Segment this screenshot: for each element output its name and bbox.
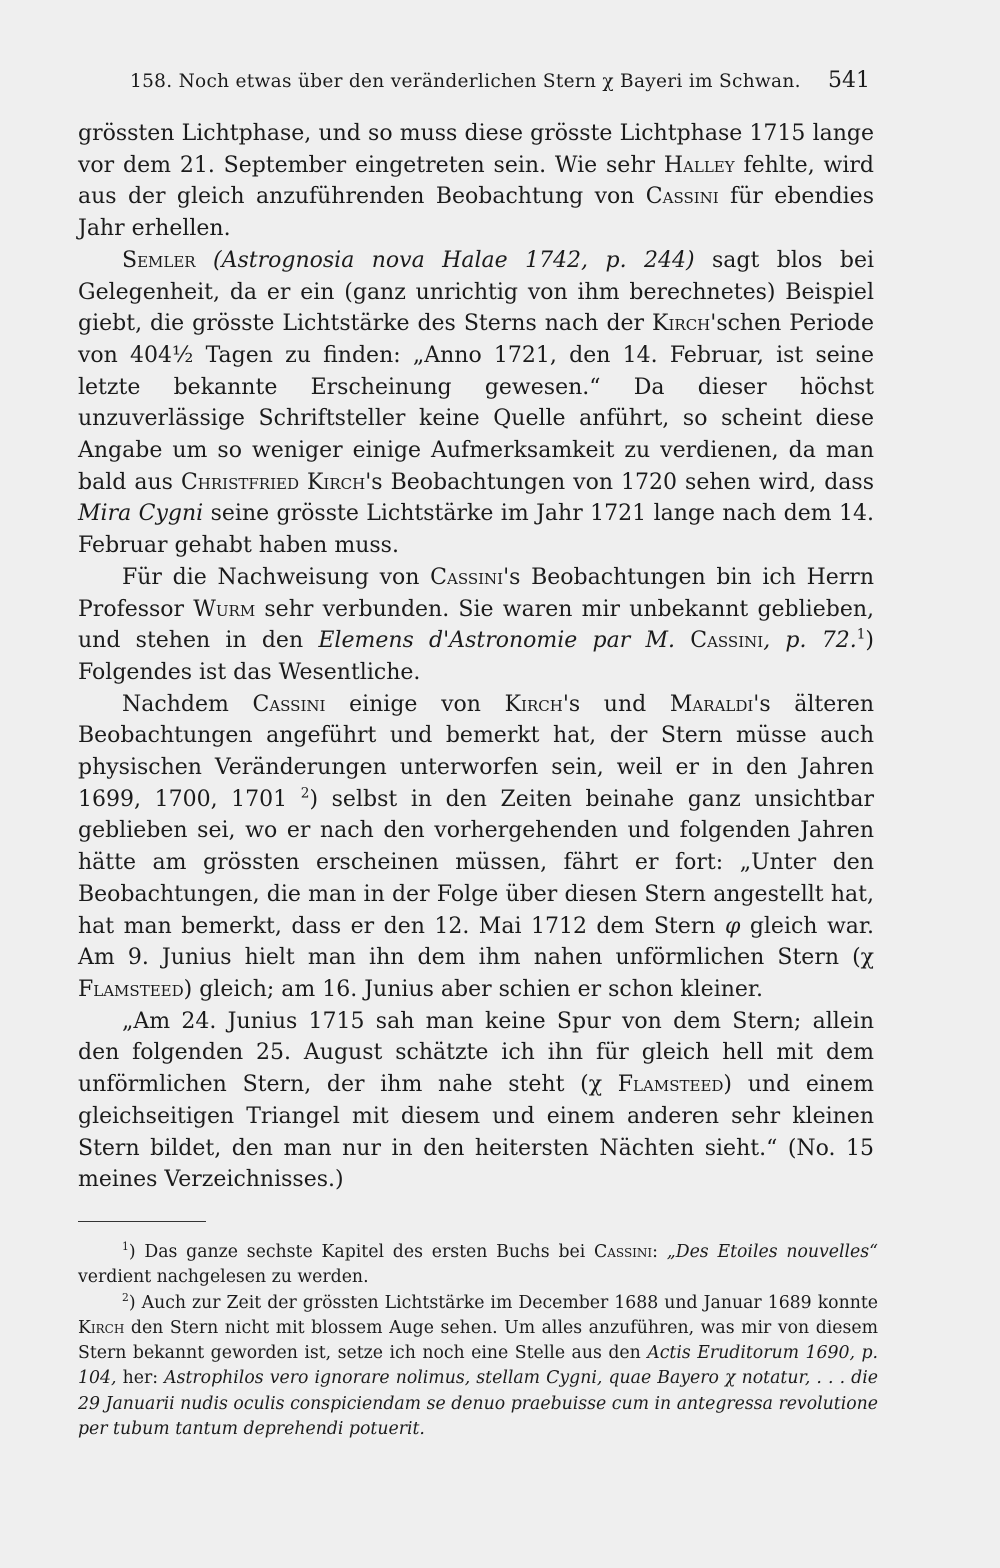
text: Nachdem bbox=[122, 691, 253, 717]
book-title: Elemens d'Astronomie par M. bbox=[318, 628, 676, 654]
name-kirch: Kirch bbox=[504, 691, 563, 717]
paragraph-1 bbox=[78, 118, 874, 245]
running-head: 158. Noch etwas über den veränderlichen Stern χ Bayeri im Schwan. bbox=[130, 71, 801, 92]
journal-ref: Actis Eruditorum 1690, p. 104, bbox=[78, 1343, 878, 1389]
text: gleich war. Am 9. Junius hielt man ihn dem ihm nahen unförmlichen Stern (χ bbox=[78, 913, 874, 971]
text: sagt blos bei Gelegenheit, da er ein (ganz unrichtig von ihm berechnetes) Beispiel giebt, die grösste Lichtstärke des Sterns nach der bbox=[78, 247, 875, 337]
text: 's älteren Beobachtungen angeführt und bemerkt hat, der Stern müsse auch physischen Veränderungen unterworfen sein, weil er in den Jahren 1699, 1700, 1701 bbox=[78, 691, 874, 812]
text: „Am 24. Junius 1715 sah man keine Spur von dem Stern; allein den folgenden 25. August schätzte ich ihn für gleich hell mit dem unförmlichen Stern, der ihm nahe steht (χ bbox=[78, 1008, 874, 1098]
paragraph-5 bbox=[78, 1006, 874, 1196]
text: her: bbox=[116, 1368, 165, 1389]
text: ) Folgendes ist das Wesentliche. bbox=[78, 628, 874, 685]
text: fehlte, wird aus der gleich anzuführenden Beobachtung von bbox=[78, 152, 874, 210]
text: ) Auch zur Zeit der grössten Lichtstärke im December 1688 und Januar 1689 konnte bbox=[128, 1292, 878, 1313]
footnote-1 bbox=[78, 1240, 878, 1291]
text: den Stern nicht mit blossem Auge sehen. Um alles anzuführen, was mir von diesem Stern bekannt geworden ist, setze ich noch eine Stelle aus den bbox=[78, 1317, 878, 1364]
greek-letter: φ bbox=[724, 913, 741, 939]
text: sehr verbunden. Sie waren mir unbekannt geblieben, und stehen in den bbox=[78, 596, 874, 654]
footnote-mark: 1 bbox=[122, 1240, 129, 1254]
page-ref: , p. 72. bbox=[763, 628, 857, 654]
page-header bbox=[130, 68, 870, 102]
text: für ebendies Jahr erhellen. bbox=[78, 184, 874, 242]
name-maraldi: Maraldi bbox=[669, 691, 754, 717]
text: ) gleich; am 16. Junius aber schien er schon kleiner. bbox=[183, 976, 764, 1002]
text: 's Beobachtungen von 1720 sehen wird, dass bbox=[365, 469, 875, 495]
text: verdient nachgelesen zu werden. bbox=[78, 1267, 369, 1288]
name-cassini: Cassini bbox=[675, 628, 764, 654]
text: ) und einem gleichseitigen Triangel mit diesem und einem anderen sehr kleinen Stern bildet, den man nur in den heitersten Nächten sieht.“ (No. 15 meines Verzeichnisses.) bbox=[78, 1072, 874, 1193]
name-cassini: Cassini bbox=[645, 184, 719, 210]
text: Für die Nachweisung von bbox=[122, 564, 431, 590]
name-flamsteed: Flamsteed bbox=[78, 976, 184, 1002]
text: ) selbst in den Zeiten beinahe ganz unsichtbar geblieben sei, wo er nach den vorhergehenden und folgenden Jahren hätte am grössten erscheinen müssen, fährt er fort: „Unter den Beobachtungen, die man in der Folge über diesen Stern angestellt hat, hat man bemerkt, dass er den 12. Mai 1712 dem Stern bbox=[78, 786, 874, 939]
footnote-ref[interactable]: 2 bbox=[300, 785, 310, 802]
paragraph-2 bbox=[78, 245, 874, 562]
star-name: Mira Cygni bbox=[78, 501, 204, 527]
text: ) Das ganze sechste Kapitel des ersten Buchs bei bbox=[128, 1242, 595, 1262]
name-christfried-kirch: Christfried Kirch bbox=[180, 469, 366, 495]
footnote-mark: 2 bbox=[122, 1290, 129, 1304]
name-cassini: Cassini bbox=[430, 564, 504, 590]
latin-quote: Astrophilos vero ignorare nolimus, stellam Cygni, quae Bayero χ notatur, . . . die 29 Januarii nudis oculis conspiciendam se denuo praebuisse cum in antegressa revolutione per tubum tantum deprehendi potuerit. bbox=[78, 1368, 878, 1440]
footnote-rule bbox=[78, 1221, 206, 1222]
name-kirch: Kirch bbox=[78, 1317, 125, 1338]
text: : bbox=[652, 1242, 667, 1262]
name-wurm: Wurm bbox=[193, 596, 256, 622]
text: seine grösste Lichtstärke im Jahr 1721 lange nach dem 14. Februar gehabt haben muss. bbox=[78, 501, 874, 559]
text: grössten Lichtphase, und so muss diese grösste Lichtphase 1715 lange vor dem 21. September eingetreten sein. Wie sehr bbox=[78, 121, 874, 178]
name-flamsteed: Flamsteed bbox=[617, 1072, 724, 1098]
name-cassini: Cassini bbox=[252, 691, 326, 717]
paragraph-4 bbox=[78, 689, 874, 1006]
text: 's Beobachtungen bin ich Herrn Professor bbox=[78, 564, 874, 622]
footnote-2 bbox=[78, 1291, 878, 1443]
text: 'schen Periode von 404½ Tagen zu finden: „Anno 1721, den 14. Februar, ist seine letzte bekannte Erscheinung gewesen.“ Da dieser höchst unzuverlässige Schriftsteller keine Quelle anführt, so scheint diese Angabe um so weniger einige Aufmerksamkeit zu verdienen, da man bald aus bbox=[78, 311, 874, 495]
name-cassini: Cassini bbox=[594, 1242, 653, 1262]
footnote-ref[interactable]: 1 bbox=[856, 626, 866, 643]
citation: (Astrognosia nova Halae 1742, p. 244) bbox=[195, 247, 695, 273]
body-text bbox=[78, 118, 874, 1196]
paragraph-3 bbox=[78, 562, 874, 689]
chapter-title: „Des Etoiles nouvelles“ bbox=[666, 1242, 878, 1262]
name-halley: Halley bbox=[663, 152, 735, 178]
name-kirch: Kirch bbox=[652, 311, 711, 337]
text: einige von bbox=[325, 691, 505, 717]
footnotes bbox=[78, 1240, 878, 1442]
text: 's und bbox=[562, 691, 670, 717]
page-number: 541 bbox=[828, 68, 870, 93]
name-semler: Semler bbox=[122, 247, 196, 273]
